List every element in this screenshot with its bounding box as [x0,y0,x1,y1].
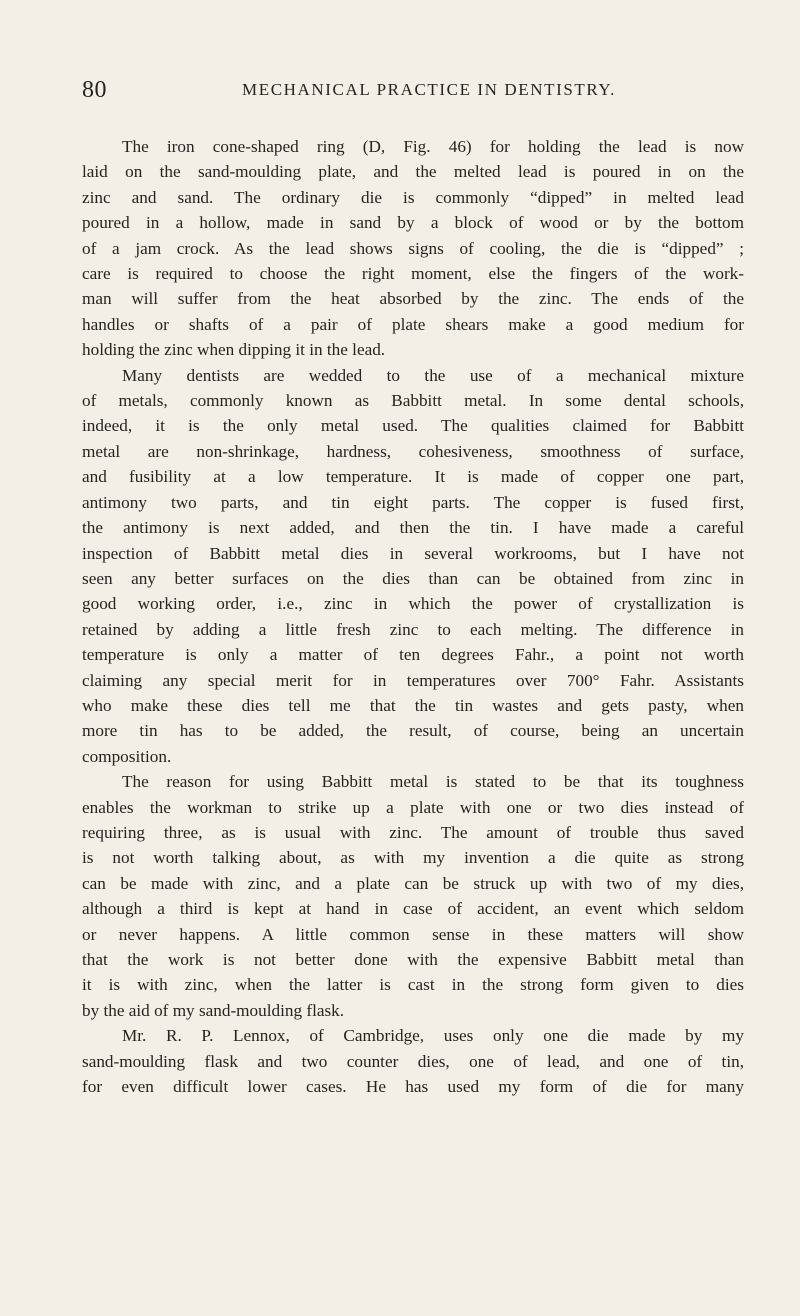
text-line: temperature is only a matter of ten degrees Fahr., a point not worth [82,645,744,665]
text-line: inspection of Babbitt metal dies in several workrooms, but I have not [82,543,744,563]
text-line: retained by adding a little fresh zinc to each melting. The difference in [82,619,744,639]
text-line: although a third is kept at hand in case of accident, an event which seldom [82,899,744,919]
text-line: The reason for using Babbitt metal is stated to be that its toughness [122,772,744,792]
paragraph [82,134,744,363]
text-line: of metals, commonly known as Babbitt metal. In some dental schools, [82,391,744,411]
body-text [82,134,744,1099]
text-line: care is required to choose the right moment, else the fingers of the work- [82,264,744,284]
text-line: indeed, it is the only metal used. The qualities claimed for Babbitt [82,416,744,436]
running-head [82,76,744,104]
text-line: man will suffer from the heat absorbed by the zinc. The ends of the [82,289,744,309]
text-line: zinc and sand. The ordinary die is commonly “dipped” in melted lead [82,187,744,207]
running-title: MECHANICAL PRACTICE IN DENTISTRY. [242,80,616,99]
text-line: more tin has to be added, the result, of course, being an uncertain [82,721,744,741]
text-line: holding the zinc when dipping it in the lead. [82,340,386,360]
text-line: laid on the sand-moulding plate, and the melted lead is poured in on the [82,162,744,182]
text-line: is not worth talking about, as with my invention a die quite as strong [82,848,744,868]
paragraph [82,1023,744,1099]
text-line: of a jam crock. As the lead shows signs of cooling, the die is “dipped” ; [82,238,744,258]
text-line: Mr. R. P. Lennox, of Cambridge, uses only one die made by my [122,1026,744,1046]
text-line: claiming any special merit for in temperatures over 700° Fahr. Assistants [82,670,744,690]
page-number: 80 [82,77,107,103]
text-line: and fusibility at a low temperature. It is made of copper one part, [82,467,744,487]
text-line: Many dentists are wedded to the use of a mechanical mixture [122,365,744,385]
text-line: The iron cone-shaped ring (D, Fig. 46) for holding the lead is now [122,137,744,156]
text-line: that the work is not better done with the expensive Babbitt metal than [82,950,744,969]
text-line: handles or shafts of a pair of plate shears make a good medium for [82,314,744,334]
text-line: by the aid of my sand-moulding flask. [82,1000,345,1020]
text-line: it is with zinc, when the latter is cast in the strong form given to dies [82,975,744,995]
text-line: who make these dies tell me that the tin wastes and gets pasty, when [82,695,744,715]
text-line: good working order, i.e., zinc in which the power of crystallization is [82,594,744,614]
text-line: metal are non-shrinkage, hardness, cohesiveness, smoothness of surface, [82,441,744,461]
text-line: seen any better surfaces on the dies than can be obtained from zinc in [82,568,744,588]
text-line: can be made with zinc, and a plate can be struck up with two of my dies, [82,873,744,893]
text-line: requiring three, as is usual with zinc. The amount of trouble thus saved [82,822,744,842]
text-line: or never happens. A little common sense in these matters will show [82,924,744,944]
text-line: composition. [82,746,172,766]
text-line: enables the workman to strike up a plate with one or two dies instead of [82,797,744,817]
text-line: for even difficult lower cases. He has used my form of die for many [82,1077,744,1097]
text-line: poured in a hollow, made in sand by a block of wood or by the bottom [82,213,744,233]
text-line: antimony two parts, and tin eight parts. The copper is fused first, [82,492,744,512]
paragraph [82,363,744,770]
text-line: sand-moulding flask and two counter dies, one of lead, and one of tin, [82,1051,744,1071]
paragraph [82,769,744,1023]
text-line: the antimony is next added, and then the tin. I have made a careful [82,518,744,538]
